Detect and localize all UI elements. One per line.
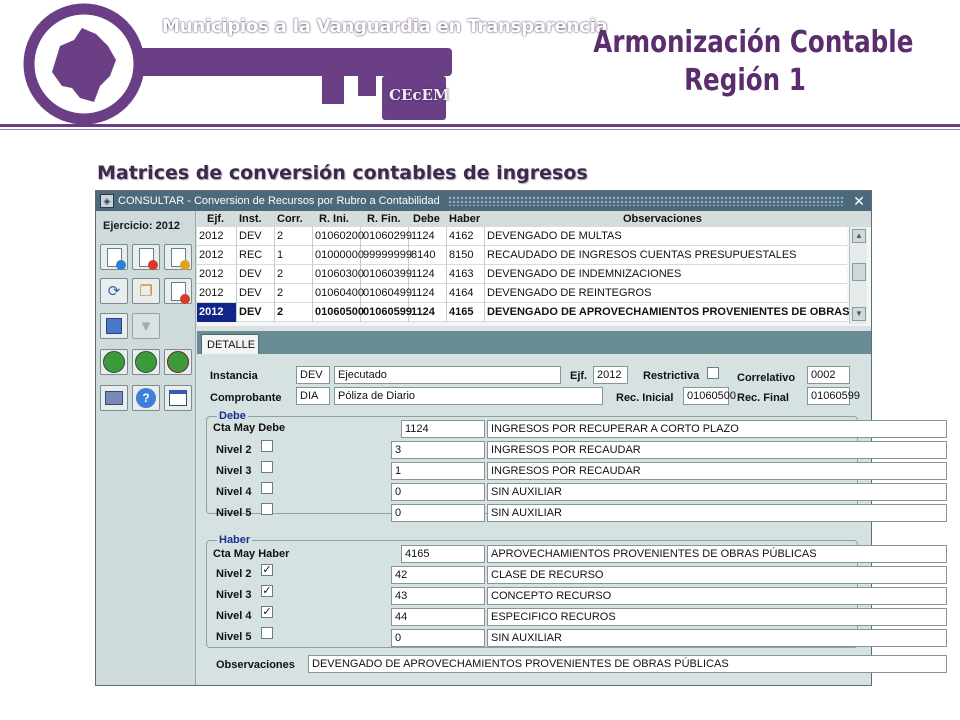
cell-observaciones: RECAUDADO DE INGRESOS CUENTAS PRESUPUESTALES <box>487 249 797 261</box>
haber-nivel-desc[interactable]: CONCEPTO RECURSO <box>487 587 947 605</box>
cell-debe: 1124 <box>409 227 447 246</box>
haber-nivel-desc[interactable]: ESPECIFICO RECUROS <box>487 608 947 626</box>
save-icon <box>106 318 122 334</box>
edit-document-icon <box>171 248 186 267</box>
cell-inst: DEV <box>237 265 275 284</box>
haber-nivel-checkbox[interactable] <box>261 627 273 639</box>
cell-rfin: 01060299 <box>361 227 409 246</box>
clear-button[interactable] <box>164 278 192 304</box>
cell-observaciones: DEVENGADO DE INDEMNIZACIONES <box>487 268 682 280</box>
cta-may-debe-field[interactable]: 1124 <box>401 420 485 438</box>
cell-corr: 2 <box>275 265 313 284</box>
edit-button[interactable] <box>164 244 192 270</box>
haber-nivel-label: Nivel 2 <box>216 568 252 580</box>
cell-debe: 8140 <box>409 246 447 265</box>
haber-group-title: Haber <box>219 534 251 546</box>
cta-may-debe-label: Cta May Debe <box>213 422 286 434</box>
scroll-down-icon[interactable]: ▼ <box>852 307 866 321</box>
header-divider <box>0 124 960 127</box>
debe-nivel-label: Nivel 4 <box>216 486 252 498</box>
brand-tagline: Municipios a la Vanguardia en Transparencia <box>162 16 608 37</box>
haber-nivel-desc[interactable]: SIN AUXILIAR <box>487 629 947 647</box>
haber-nivel-field[interactable]: 44 <box>391 608 485 626</box>
debe-nivel-label: Nivel 3 <box>216 465 252 477</box>
cell-inst: DEV <box>237 227 275 246</box>
cell-ejf: 2012 <box>197 265 237 284</box>
table-row[interactable] <box>197 284 847 303</box>
debe-nivel-desc[interactable]: INGRESOS POR RECAUDAR <box>487 441 947 459</box>
cell-haber: 4163 <box>447 265 485 284</box>
cell-inst: DEV <box>237 303 275 322</box>
haber-nivel-label: Nivel 3 <box>216 589 252 601</box>
close-button[interactable]: ✕ <box>853 193 865 209</box>
refresh-icon: ⟳ <box>107 283 121 300</box>
col-rfin: R. Fin. <box>367 213 401 225</box>
cell-rfin: 01060399 <box>361 265 409 284</box>
cell-ejf: 2012 <box>197 246 237 265</box>
cell-observaciones: DEVENGADO DE REINTEGROS <box>487 287 652 299</box>
cell-rini: 01060200 <box>313 227 361 246</box>
delete-document-icon <box>139 248 154 267</box>
debe-nivel-field[interactable]: 1 <box>391 462 485 480</box>
correlativo-label: Correlativo <box>737 372 796 384</box>
table-row-selected[interactable] <box>197 303 850 322</box>
comprobante-label: Comprobante <box>210 392 282 404</box>
cta-may-haber-desc[interactable]: APROVECHAMIENTOS PROVENIENTES DE OBRAS PÚBLICAS <box>487 545 947 563</box>
cell-ejf: 2012 <box>197 284 237 303</box>
cell-rini: 01000000 <box>313 246 361 265</box>
ejf-field[interactable]: 2012 <box>593 366 628 384</box>
records-grid <box>197 211 871 326</box>
app-window <box>95 190 872 686</box>
debe-nivel-field[interactable]: 0 <box>391 483 485 501</box>
cell-rini: 01060400 <box>313 284 361 303</box>
rec-final-field[interactable]: 01060599 <box>807 387 850 405</box>
cell-rini: 01060300 <box>313 265 361 284</box>
instancia-desc-field[interactable]: Ejecutado <box>334 366 561 384</box>
tab-detalle[interactable]: DETALLE <box>201 334 259 356</box>
cell-haber: 8150 <box>447 246 485 265</box>
save-button[interactable] <box>100 313 128 339</box>
filter-button[interactable] <box>132 313 160 339</box>
accept-icon <box>103 351 125 373</box>
print-button[interactable] <box>100 385 128 411</box>
toolbar-panel <box>96 211 196 685</box>
help-icon: ? <box>136 388 156 408</box>
haber-nivel-label: Nivel 5 <box>216 631 252 643</box>
cell-observaciones: DEVENGADO DE MULTAS <box>487 230 622 242</box>
rec-inicial-label: Rec. Inicial <box>616 392 674 404</box>
cell-inst: DEV <box>237 284 275 303</box>
rec-final-label: Rec. Final <box>737 392 789 404</box>
instancia-label: Instancia <box>210 370 258 382</box>
haber-nivel-label: Nivel 4 <box>216 610 252 622</box>
cell-rini: 01060500 <box>313 303 361 322</box>
cell-haber: 4162 <box>447 227 485 246</box>
header-divider-thin <box>0 129 960 130</box>
haber-nivel-field[interactable]: 42 <box>391 566 485 584</box>
cell-haber: 4164 <box>447 284 485 303</box>
window-icon <box>169 390 187 406</box>
query-icon: ❐ <box>139 283 153 300</box>
cell-rfin: 01060599 <box>361 303 409 322</box>
rec-inicial-field[interactable]: 01060500 <box>683 387 729 405</box>
slide-title <box>593 24 914 100</box>
new-button[interactable] <box>100 244 128 270</box>
table-row[interactable] <box>197 227 847 246</box>
cta-may-debe-desc[interactable]: INGRESOS POR RECUPERAR A CORTO PLAZO <box>487 420 947 438</box>
haber-nivel-checkbox[interactable]: ✓ <box>262 564 272 576</box>
confirm-button[interactable] <box>132 349 160 375</box>
col-debe: Debe <box>413 213 440 225</box>
cell-corr: 2 <box>275 303 313 322</box>
debe-group-title: Debe <box>219 410 246 422</box>
debe-nivel-checkbox[interactable] <box>261 440 273 452</box>
debe-nivel-checkbox[interactable] <box>261 461 273 473</box>
brand-logo <box>22 2 608 128</box>
restrictiva-checkbox[interactable] <box>707 367 719 379</box>
debe-nivel-field[interactable]: 3 <box>391 441 485 459</box>
debe-nivel-desc[interactable]: SIN AUXILIAR <box>487 504 947 522</box>
debe-nivel-checkbox[interactable] <box>261 482 273 494</box>
scroll-up-icon[interactable]: ▲ <box>852 229 866 243</box>
titlebar-pattern <box>448 196 843 206</box>
cell-rfin: 01060499 <box>361 284 409 303</box>
window-title: CONSULTAR - Conversion de Recursos por Rubro a Contabilidad <box>118 195 440 207</box>
col-corr: Corr. <box>277 213 303 225</box>
observaciones-label: Observaciones <box>216 659 295 671</box>
haber-nivel-field[interactable]: 0 <box>391 629 485 647</box>
haber-nivel-checkbox[interactable]: ✓ <box>262 606 272 618</box>
slide-title-line2: Región 1 <box>684 63 806 98</box>
ejercicio-label: Ejercicio: 2012 <box>103 220 181 232</box>
cell-corr: 2 <box>275 227 313 246</box>
col-haber: Haber <box>449 213 481 225</box>
filter-icon: ▼ <box>138 317 154 335</box>
refresh-button[interactable] <box>100 278 128 304</box>
cta-may-haber-label: Cta May Haber <box>213 548 290 560</box>
debe-nivel-checkbox[interactable] <box>261 503 273 515</box>
brand-logo-text: CEcEM <box>389 86 450 104</box>
cell-ejf: 2012 <box>197 227 237 246</box>
col-ejf: Ejf. <box>207 213 225 225</box>
slide-title-line1: Armonización Contable <box>593 25 914 60</box>
section-heading: Matrices de conversión contables de ingresos <box>97 162 588 184</box>
tab-strip <box>197 331 871 355</box>
new-document-icon <box>107 248 122 267</box>
correlativo-field[interactable]: 0002 <box>807 366 850 384</box>
instancia-code-field[interactable]: DEV <box>296 366 330 384</box>
cell-rfin: 99999999 <box>361 246 409 265</box>
col-inst: Inst. <box>239 213 262 225</box>
haber-nivel-checkbox[interactable]: ✓ <box>262 585 272 597</box>
debe-nivel-label: Nivel 2 <box>216 444 252 456</box>
debe-nivel-field[interactable]: 0 <box>391 504 485 522</box>
col-rini: R. Ini. <box>319 213 349 225</box>
cta-may-haber-field[interactable]: 4165 <box>401 545 485 563</box>
grid-scrollbar[interactable] <box>849 227 867 324</box>
comprobante-desc-field[interactable]: Póliza de Diario <box>334 387 603 405</box>
app-icon: ◈ <box>100 194 114 208</box>
debe-nivel-desc[interactable]: SIN AUXILIAR <box>487 483 947 501</box>
clear-icon <box>171 282 186 301</box>
cell-ejf: 2012 <box>197 303 237 322</box>
table-row[interactable] <box>197 265 847 284</box>
window-button[interactable] <box>164 385 192 411</box>
cell-corr: 2 <box>275 284 313 303</box>
help-button[interactable] <box>132 385 160 411</box>
ejf-label: Ejf. <box>570 370 588 382</box>
cell-haber: 4165 <box>447 303 485 322</box>
col-observaciones: Observaciones <box>623 213 702 225</box>
detail-panel <box>197 354 871 685</box>
delete-button[interactable] <box>132 244 160 270</box>
print-icon <box>105 391 123 405</box>
accept-button[interactable] <box>100 349 128 375</box>
comprobante-code-field[interactable]: DIA <box>296 387 330 405</box>
cancel-icon <box>167 351 189 373</box>
grid-header <box>197 211 871 227</box>
window-titlebar[interactable] <box>96 191 871 211</box>
query-button[interactable] <box>132 278 160 304</box>
cell-inst: REC <box>237 246 275 265</box>
debe-nivel-label: Nivel 5 <box>216 507 252 519</box>
cell-observaciones: DEVENGADO DE APROVECHAMIENTOS PROVENIENTES DE OBRAS <box>487 306 850 318</box>
scroll-thumb[interactable] <box>852 263 866 281</box>
haber-nivel-desc[interactable]: CLASE DE RECURSO <box>487 566 947 584</box>
observaciones-field[interactable]: DEVENGADO DE APROVECHAMIENTOS PROVENIENTES DE OBRAS PÚBLICAS <box>308 655 947 673</box>
table-row[interactable] <box>197 246 847 265</box>
restrictiva-label: Restrictiva <box>643 370 700 382</box>
confirm-icon <box>135 351 157 373</box>
debe-nivel-desc[interactable]: INGRESOS POR RECAUDAR <box>487 462 947 480</box>
cancel-button[interactable] <box>164 349 192 375</box>
cell-debe: 1124 <box>409 303 447 322</box>
haber-nivel-field[interactable]: 43 <box>391 587 485 605</box>
cell-debe: 1124 <box>409 265 447 284</box>
cell-debe: 1124 <box>409 284 447 303</box>
cell-corr: 1 <box>275 246 313 265</box>
